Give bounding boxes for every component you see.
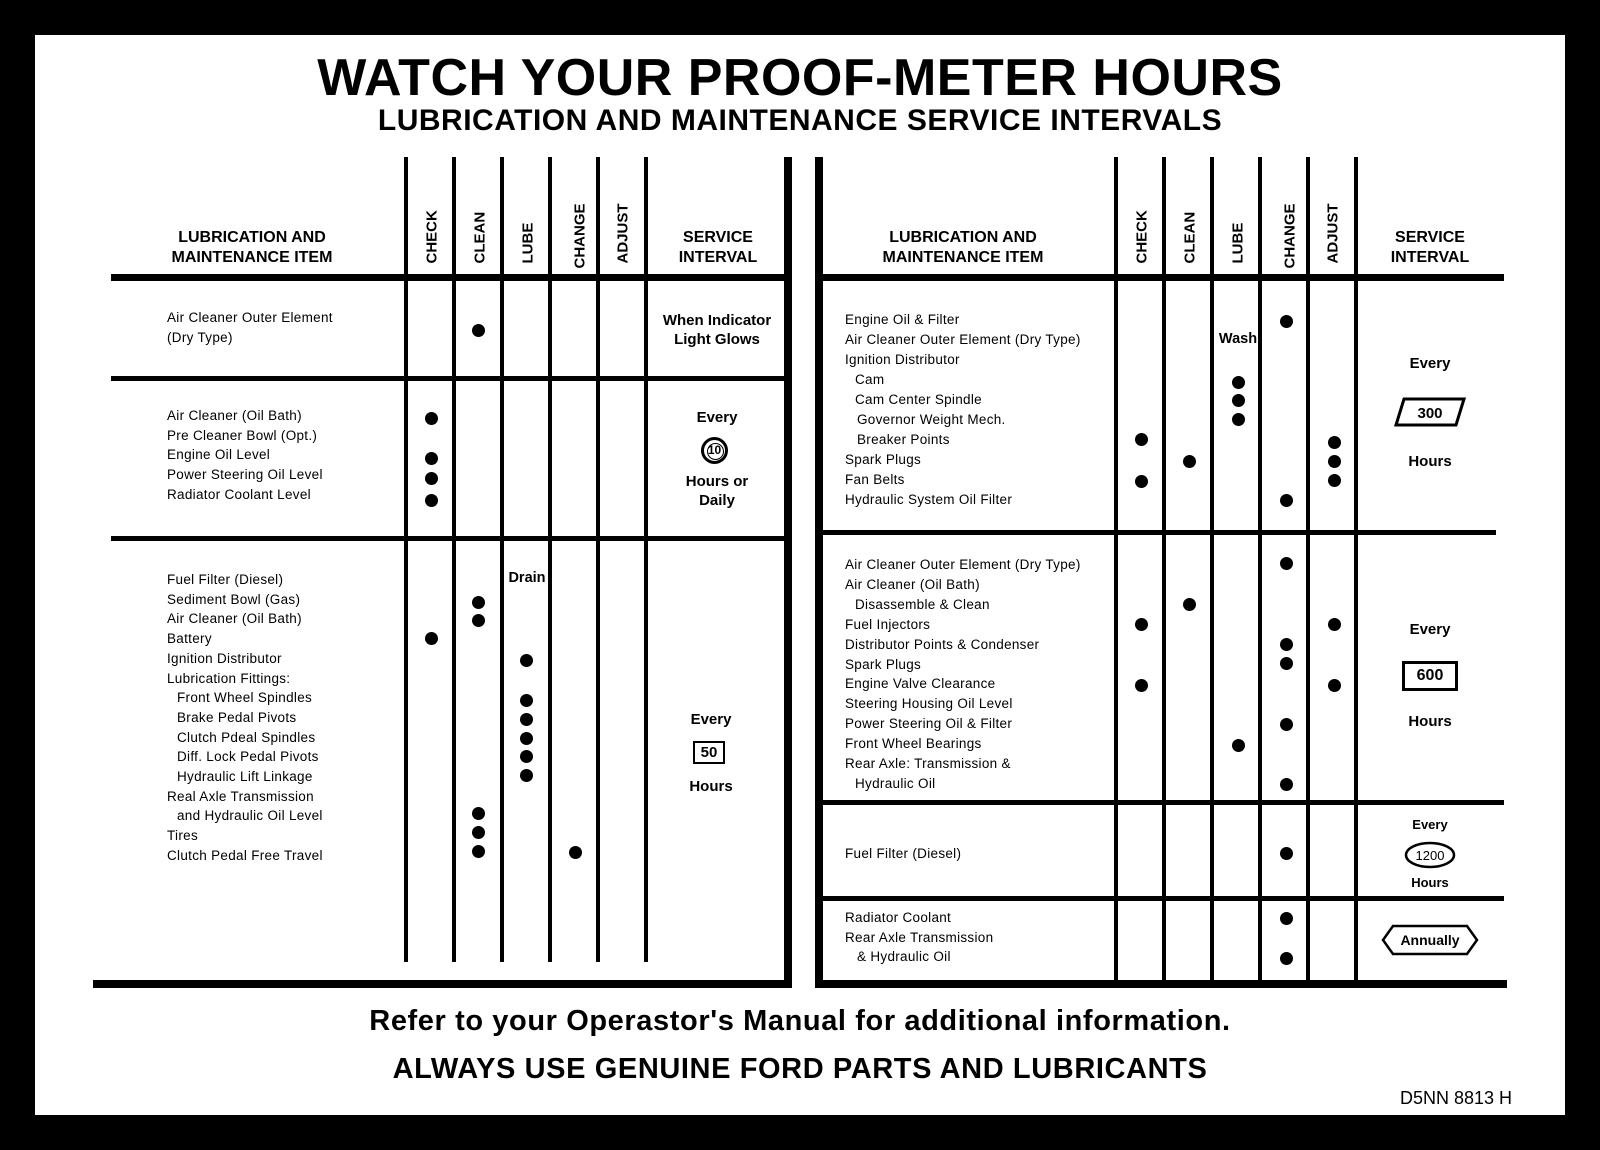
mark-check: [1135, 679, 1148, 692]
mark-adjust: [1328, 474, 1341, 487]
interval-every: Every: [1412, 817, 1448, 832]
interval-hours: Hours: [1408, 453, 1452, 470]
mark-change: [569, 846, 582, 859]
interval-hours: Hours: [689, 778, 733, 795]
service-interval: When Indicator Light Glows: [662, 312, 772, 348]
part-code: D5NN 8813 H: [1400, 1088, 1513, 1108]
interval-badge-300: [1394, 397, 1466, 427]
mark-change: [1280, 952, 1293, 965]
column-header-clean: CLEAN: [471, 211, 489, 264]
mark-check: [425, 412, 438, 425]
mark-lube: [520, 694, 533, 707]
column-header-change: CHANGE: [1281, 203, 1299, 269]
svg-text:1200: 1200: [1415, 848, 1445, 863]
interval-badge-50: 50: [693, 741, 725, 764]
mark-lube: [1232, 739, 1245, 752]
mark-clean: [1183, 598, 1196, 611]
lube-drain-label: Drain: [508, 570, 546, 586]
table-bottom-rule: [93, 980, 792, 988]
mark-lube: [520, 732, 533, 745]
header-rule: [111, 274, 792, 281]
mark-clean: [1183, 455, 1196, 468]
mark-adjust: [1328, 455, 1341, 468]
interval-badge-annually: [1381, 924, 1479, 956]
page-subtitle: LUBRICATION AND MAINTENANCE SERVICE INTERVALS: [377, 104, 1223, 137]
mark-lube: [1232, 394, 1245, 407]
mark-lube: [1232, 413, 1245, 426]
page-title: WATCH YOUR PROOF-METER HOURS: [317, 49, 1283, 107]
mark-lube: [520, 769, 533, 782]
footer-slogan: ALWAYS USE GENUINE FORD PARTS AND LUBRICANTS: [392, 1053, 1208, 1085]
interval-badge-1200: [1404, 841, 1456, 869]
mark-lube: [1232, 376, 1245, 389]
mark-clean: [472, 807, 485, 820]
interval-hours: Hours: [1411, 875, 1449, 890]
mark-lube: [520, 713, 533, 726]
interval-hours: Hours or Daily: [685, 473, 749, 509]
lube-wash-label: Wash: [1218, 331, 1258, 347]
mark-check: [1135, 618, 1148, 631]
mark-change: [1280, 315, 1293, 328]
mark-check: [1135, 433, 1148, 446]
mark-change: [1280, 494, 1293, 507]
interval-every: Every: [1409, 621, 1451, 638]
table-bottom-rule: [815, 980, 1507, 988]
item-list: Engine Oil & Filter Air Cleaner Outer Element (Dry Type) Ignition Distributor Cam Cam Center Spindle Governor Weight Mech. Breaker Points Spark Plugs Fan Belts Hydraulic System Oil Filter: [845, 312, 1081, 507]
mark-clean: [472, 596, 485, 609]
mark-change: [1280, 557, 1293, 570]
section-rule: [815, 800, 1504, 805]
interval-badge-600: 600: [1402, 661, 1458, 691]
column-header-check: CHECK: [423, 210, 441, 264]
column-header-check: CHECK: [1133, 210, 1151, 264]
table-edge: [815, 157, 823, 986]
mark-change: [1280, 657, 1293, 670]
section-rule: [815, 530, 1496, 535]
interval-every: Every: [1409, 355, 1451, 372]
mark-check: [1135, 475, 1148, 488]
column-header-lube: LUBE: [519, 222, 537, 264]
footer-note: Refer to your Operastor's Manual for additional information.: [369, 1005, 1231, 1037]
table-edge: [784, 157, 792, 986]
item-header: LUBRICATION AND MAINTENANCE ITEM: [882, 229, 1044, 266]
item-list: Radiator Coolant Rear Axle Transmission & Hydraulic Oil: [845, 910, 994, 965]
mark-change: [1280, 718, 1293, 731]
section-rule: [111, 536, 792, 541]
mark-adjust: [1328, 618, 1341, 631]
item-list: Air Cleaner Outer Element (Dry Type): [167, 310, 333, 345]
svg-text:Annually: Annually: [1400, 932, 1460, 948]
interval-every: Every: [690, 711, 732, 728]
mark-change: [1280, 638, 1293, 651]
mark-clean: [472, 845, 485, 858]
mark-clean: [472, 324, 485, 337]
mark-change: [1280, 847, 1293, 860]
mark-check: [425, 472, 438, 485]
mark-change: [1280, 912, 1293, 925]
item-list: Air Cleaner Outer Element (Dry Type) Air Cleaner (Oil Bath) Disassemble & Clean Fuel Injectors Distributor Points & Condenser Spark Plugs Engine Valve Clearance Steering Housing Oil Level Power Steering Oil & Filter Front Wheel Bearings Rear Axle: Transmission & Hydraulic Oil: [845, 557, 1081, 791]
mark-check: [425, 494, 438, 507]
item-header: LUBRICATION AND MAINTENANCE ITEM: [171, 229, 333, 266]
svg-text:300: 300: [1417, 405, 1443, 422]
interval-header: SERVICE INTERVAL: [1390, 229, 1470, 266]
mark-adjust: [1328, 436, 1341, 449]
mark-clean: [472, 614, 485, 627]
column-header-adjust: ADJUST: [1324, 203, 1342, 264]
item-list: Air Cleaner (Oil Bath) Pre Cleaner Bowl (Opt.) Engine Oil Level Power Steering Oil Level Radiator Coolant Level: [167, 408, 323, 502]
interval-every: Every: [696, 409, 738, 426]
mark-lube: [520, 750, 533, 763]
interval-header: SERVICE INTERVAL: [678, 229, 758, 266]
interval-badge-10: 10: [701, 437, 728, 464]
item-list: Fuel Filter (Diesel): [845, 846, 962, 861]
column-header-change: CHANGE: [571, 203, 589, 269]
section-rule: [815, 896, 1504, 901]
item-list: Fuel Filter (Diesel) Sediment Bowl (Gas) Air Cleaner (Oil Bath) Battery Ignition Distributor Lubrication Fittings: Front Wheel Spindles Brake Pedal Pivots Clutch Pdeal Spindles Diff. Lock Pedal Pivots Hydraulic Lift Linkage Real Axle Transmission and Hydraulic Oil Level Tires Clutch Pedal Free Travel: [167, 572, 323, 863]
mark-clean: [472, 826, 485, 839]
section-rule: [111, 376, 792, 381]
column-header-adjust: ADJUST: [614, 203, 632, 264]
header-rule: [815, 274, 1504, 281]
interval-hours: Hours: [1408, 713, 1452, 730]
mark-check: [425, 452, 438, 465]
mark-check: [425, 632, 438, 645]
mark-change: [1280, 778, 1293, 791]
column-header-lube: LUBE: [1229, 222, 1247, 264]
mark-adjust: [1328, 679, 1341, 692]
column-header-clean: CLEAN: [1181, 211, 1199, 264]
mark-lube: [520, 654, 533, 667]
